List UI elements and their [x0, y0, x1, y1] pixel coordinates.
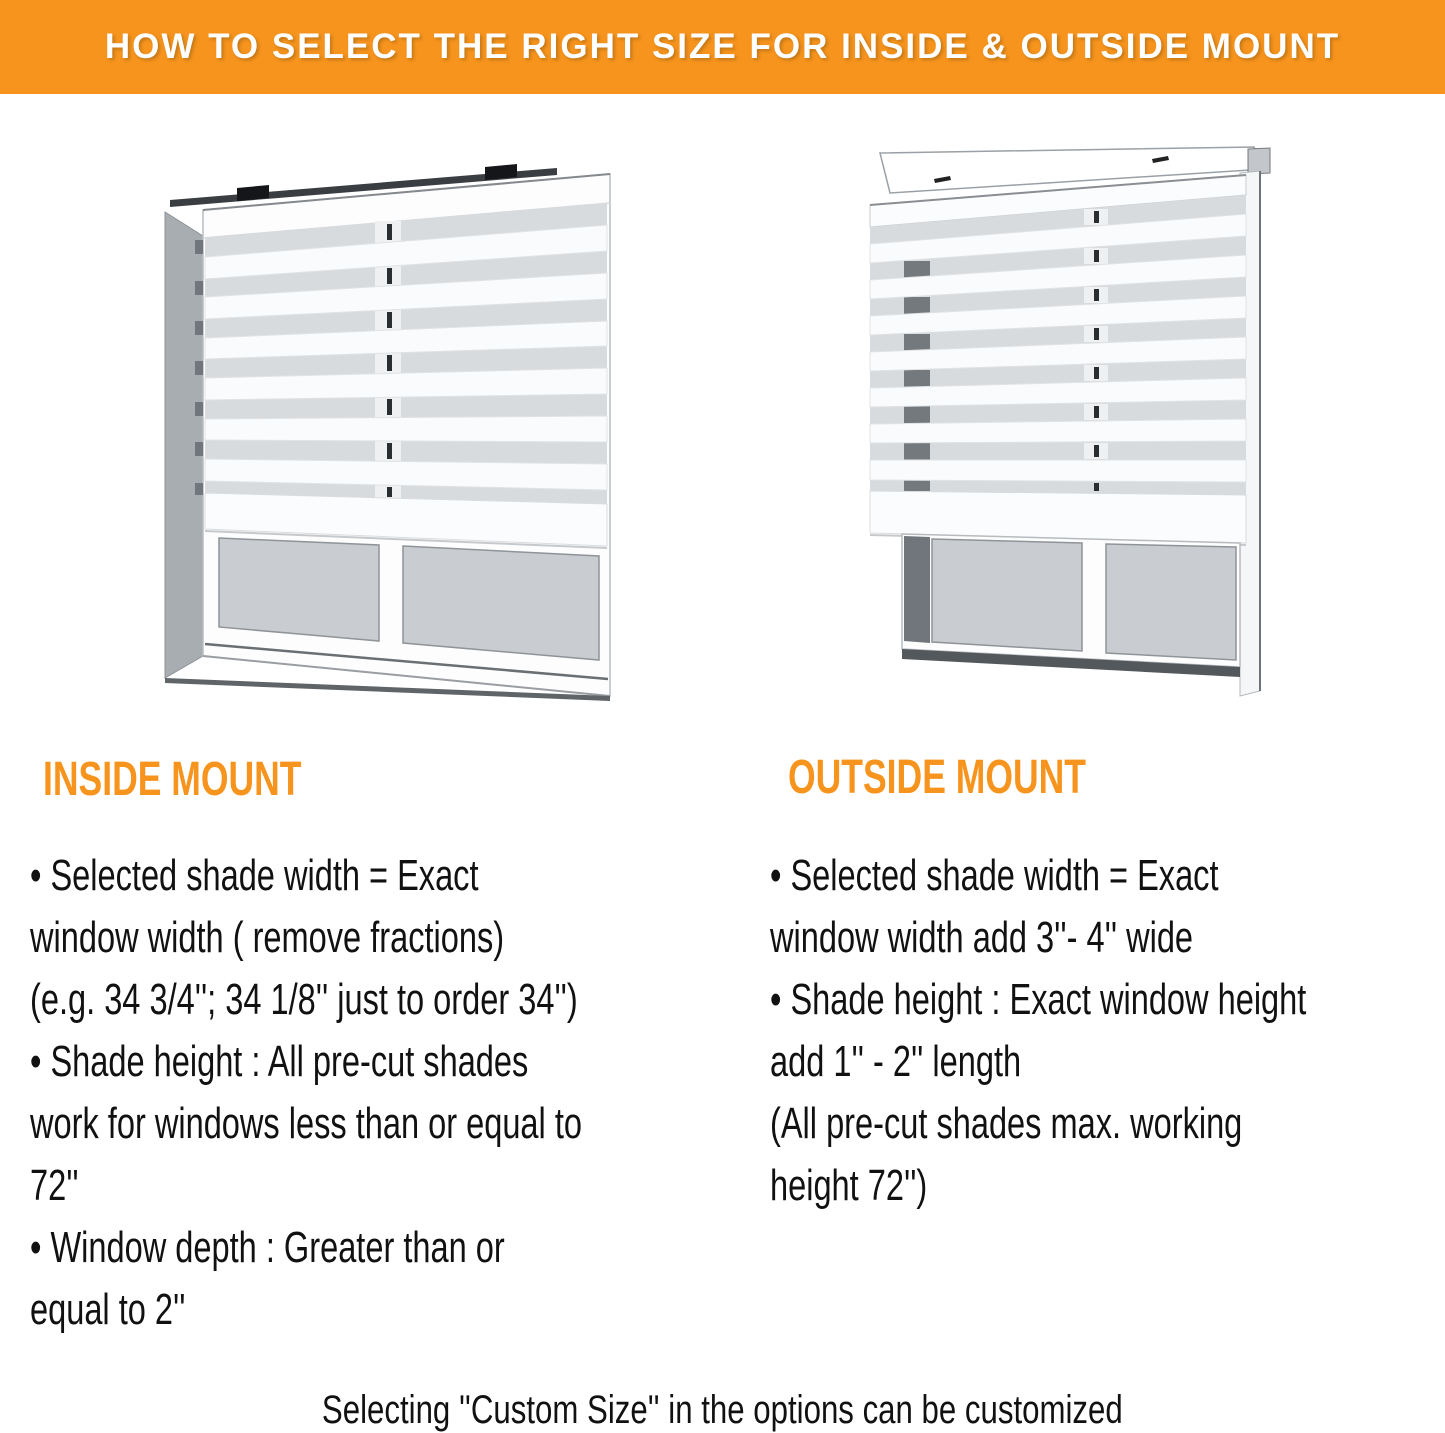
outside-mount-illustration [858, 143, 1290, 745]
inside-mount-illustration [155, 148, 620, 710]
spec-line: add 1'' - 2'' length [770, 1037, 1022, 1086]
footer-note-wrap [0, 1388, 1445, 1433]
zebra-shade [195, 203, 607, 548]
zebra-shade [870, 175, 1246, 545]
spec-line: • Shade height : Exact window height [770, 975, 1307, 1024]
footer-note: Selecting ''Custom Size'' in the options can be customized [322, 1388, 1123, 1432]
window-below [902, 534, 1240, 677]
spec-line: window width add 3''- 4'' wide [770, 913, 1194, 962]
spec-line: (e.g. 34 3/4''; 34 1/8'' just to order 34'') [30, 975, 578, 1024]
inside-mount-specs [30, 845, 582, 1341]
spec-line: (All pre-cut shades max. working [770, 1099, 1243, 1148]
banner-title: HOW TO SELECT THE RIGHT SIZE FOR INSIDE & OUTSIDE MOUNT [104, 27, 1341, 66]
spec-line: • Selected shade width = Exact [30, 851, 479, 900]
spec-line: equal to 2'' [30, 1285, 186, 1334]
inside-mount-heading: INSIDE MOUNT [43, 753, 302, 806]
outside-mount-heading: OUTSIDE MOUNT [788, 751, 1086, 804]
spec-line: 72'' [30, 1161, 79, 1210]
outside-mount-specs [770, 845, 1306, 1217]
banner [0, 0, 1445, 94]
spec-line: window width ( remove fractions) [30, 913, 505, 962]
spec-line: height 72'') [770, 1161, 928, 1210]
spec-line: • Shade height : All pre-cut shades [30, 1037, 529, 1086]
spec-line: • Window depth : Greater than or [30, 1223, 505, 1272]
spec-line: • Selected shade width = Exact [770, 851, 1219, 900]
spec-line: work for windows less than or equal to [30, 1099, 582, 1148]
